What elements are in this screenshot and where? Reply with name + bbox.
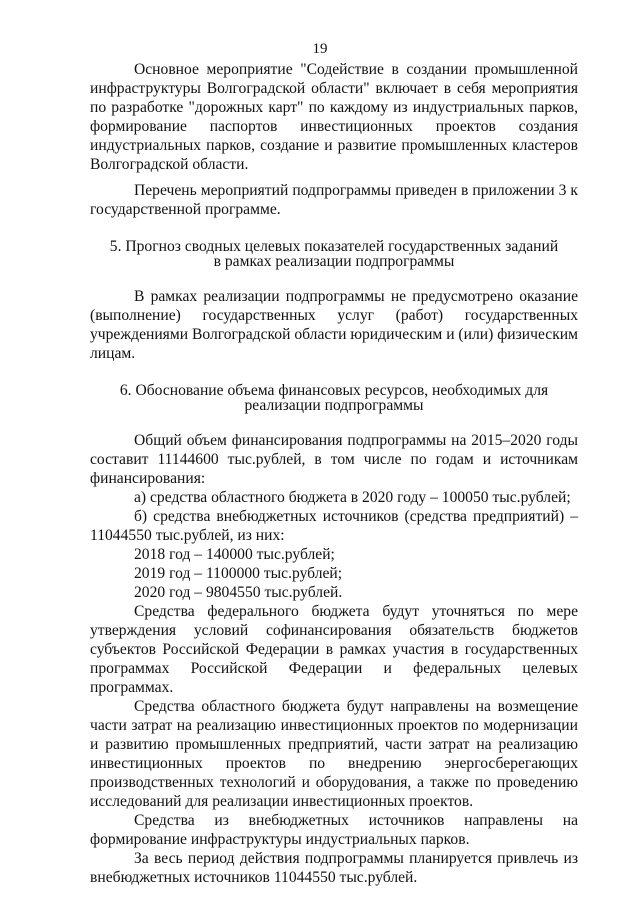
paragraph-federal-budget: Средства федерального бюджета будут уточняться по мере утверждения условий софинансирования обязательств бюджетов субъектов Российской Федерации в рамках участия в государственных программах Российской Федерации и федеральных целевых программах. (90, 603, 578, 696)
paragraph-main-event: Основное мероприятие "Содействие в создании промышленной инфраструктуры Волгоградской области" включает в себя мероприятия по разработке "дорожных карт" по каждому из индустриальных парков, формирование паспортов инвестиционных проектов создания индустриальных парков, создание и развитие промышленных кластеров Волгоградской области. (90, 61, 578, 173)
section-6-heading (90, 383, 578, 413)
year-2019-line: 2019 год – 1100000 тыс.рублей; (134, 565, 343, 582)
paragraph-extrabudgetary-directions: Средства из внебюджетных источников направлены на формирование инфраструктуры индустриальных парков. (90, 812, 578, 848)
section-6-heading-line2: реализации подпрограммы (244, 397, 424, 414)
section-5-heading-line1: 5. Прогноз сводных целевых показателей государственных заданий (109, 238, 559, 255)
paragraph-events-list: Перечень мероприятий подпрограммы приведен в приложении 3 к государственной программе. (90, 182, 578, 218)
section-6-heading-line1: 6. Обоснование объема финансовых ресурсов, необходимых для (119, 382, 549, 399)
document-body (90, 60, 578, 887)
paragraph-total-funding: Общий объем финансирования подпрограммы на 2015–2020 годы составит 11144600 тыс.рублей, в том числе по годам и источникам финансирования: (90, 432, 578, 487)
section-5-text: В рамках реализации подпрограммы не предусмотрено оказание (выполнение) государственных услуг (работ) государственных учреждениями Волгоградской области юридическим и (или) физическим лицам. (90, 288, 579, 362)
paragraph-extrabudgetary: б) средства внебюджетных источников (средства предприятий) – 11044550 тыс.рублей, из них: (90, 508, 578, 544)
section-6-body (90, 431, 578, 887)
section-5-heading-line2: в рамках реализации подпрограммы (213, 253, 455, 270)
section-5-heading (90, 239, 578, 269)
paragraph-regional-budget: а) средства областного бюджета в 2020 году – 100050 тыс.рублей; (134, 489, 571, 506)
year-2018-line: 2018 год – 140000 тыс.рублей; (134, 546, 335, 563)
paragraph-regional-directions: Средства областного бюджета будут направлены на возмещение части затрат на реализацию инвестиционных проектов по модернизации и развитию промышленных предприятий, части затрат на реализацию инвестиционных проектов по внедрению энергосберегающих производственных технологий и оборудования, а также по проведению исследований для реализации инвестиционных проектов. (90, 698, 578, 810)
paragraph-total-attraction: За весь период действия подпрограммы планируется привлечь из внебюджетных источников 11044550 тыс.рублей. (90, 850, 578, 886)
year-2020-line: 2020 год – 9804550 тыс.рублей. (134, 584, 343, 601)
page-number: 19 (312, 41, 328, 57)
